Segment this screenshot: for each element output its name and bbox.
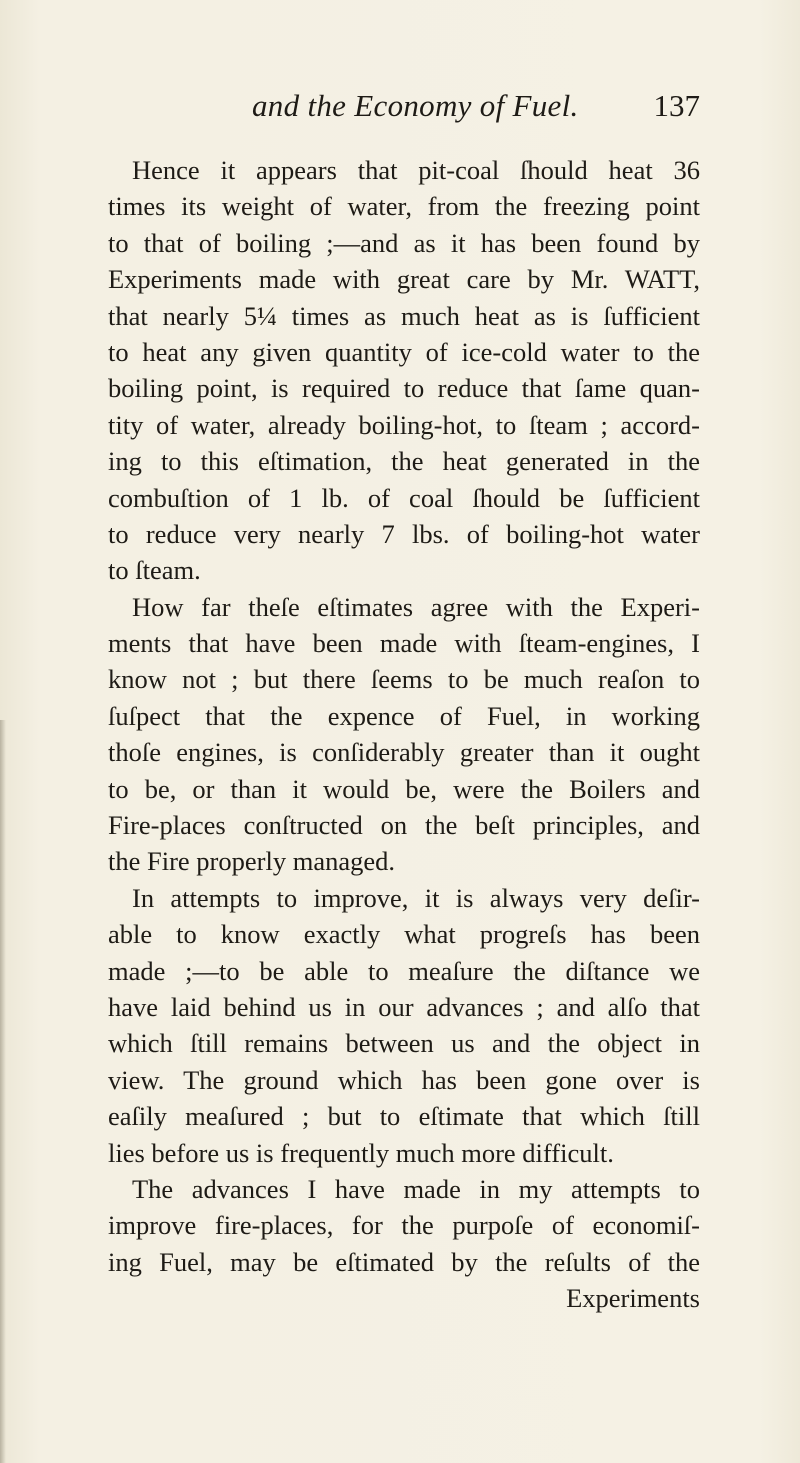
paragraph-2 (108, 589, 700, 880)
page-number: 137 (653, 88, 700, 123)
text-line: Hence it appears that pit-coal ſhould heat 36 (132, 155, 700, 185)
paragraph-1 (108, 152, 700, 589)
text-line: to be, or than it would be, were the Boilers and (108, 773, 700, 804)
text-line: to reduce very nearly 7 lbs. of boiling-hot water (108, 518, 700, 549)
text-line: How far theſe eſtimates agree with the Experi- (132, 591, 700, 622)
text-line: to ſteam. (108, 555, 201, 586)
text-line: eaſily meaſured ; but to eſtimate that which ſtill (108, 1101, 700, 1132)
text-line: able to know exactly what progreſs has been (108, 919, 700, 950)
text-line: thoſe engines, is conſiderably greater than it ought (108, 737, 700, 768)
running-head (252, 88, 700, 132)
paragraph-3 (108, 880, 700, 1171)
text-line: combuſtion of 1 lb. of coal ſhould be ſufficient (108, 482, 700, 513)
text-line: improve fire-places, for the purpoſe of economiſ- (108, 1210, 700, 1241)
text-line: made ;—to be able to meaſure the diſtance we (108, 955, 700, 986)
text-line: Fire-places conſtructed on the beſt principles, and (108, 810, 700, 841)
text-line: to heat any given quantity of ice-cold water to the (108, 336, 700, 367)
paragraph-4 (108, 1171, 700, 1317)
text-line: ing to this eſtimation, the heat generated in the (108, 446, 700, 477)
text-line: times its weight of water, from the freezing point (108, 191, 700, 222)
text-line: which ſtill remains between us and the object in (108, 1028, 700, 1059)
text-line: view. The ground which has been gone over is (108, 1064, 700, 1095)
text-line: have laid behind us in our advances ; and alſo that (108, 991, 700, 1022)
text-line: ſuſpect that the expence of Fuel, in working (108, 700, 700, 731)
text-line: ments that have been made with ſteam-engines, I (108, 628, 700, 659)
text-line: The advances I have made in my attempts to (132, 1173, 700, 1204)
text-line: boiling point, is required to reduce that ſame quan- (108, 373, 700, 404)
text-line: Experiments made with great care by Mr. WATT, (108, 264, 700, 295)
running-head-title: and the Economy of Fuel. (252, 88, 579, 123)
text-line: to that of boiling ;—and as it has been found by (108, 227, 700, 258)
text-line: tity of water, already boiling-hot, to ſteam ; accord- (108, 409, 700, 440)
text-line: know not ; but there ſeems to be much reaſon to (108, 664, 700, 695)
catchword: Experiments (566, 1283, 700, 1314)
page-edge-shadow (0, 720, 6, 1463)
text-line: In attempts to improve, it is always very deſir- (132, 882, 700, 913)
text-line: ing Fuel, may be eſtimated by the reſults of the (108, 1246, 700, 1277)
text-line: the Fire properly managed. (108, 846, 395, 877)
text-line: lies before us is frequently much more difficult. (108, 1137, 614, 1168)
body-text (108, 152, 700, 1317)
text-line: that nearly 5¼ times as much heat as is ſufficient (108, 300, 700, 331)
